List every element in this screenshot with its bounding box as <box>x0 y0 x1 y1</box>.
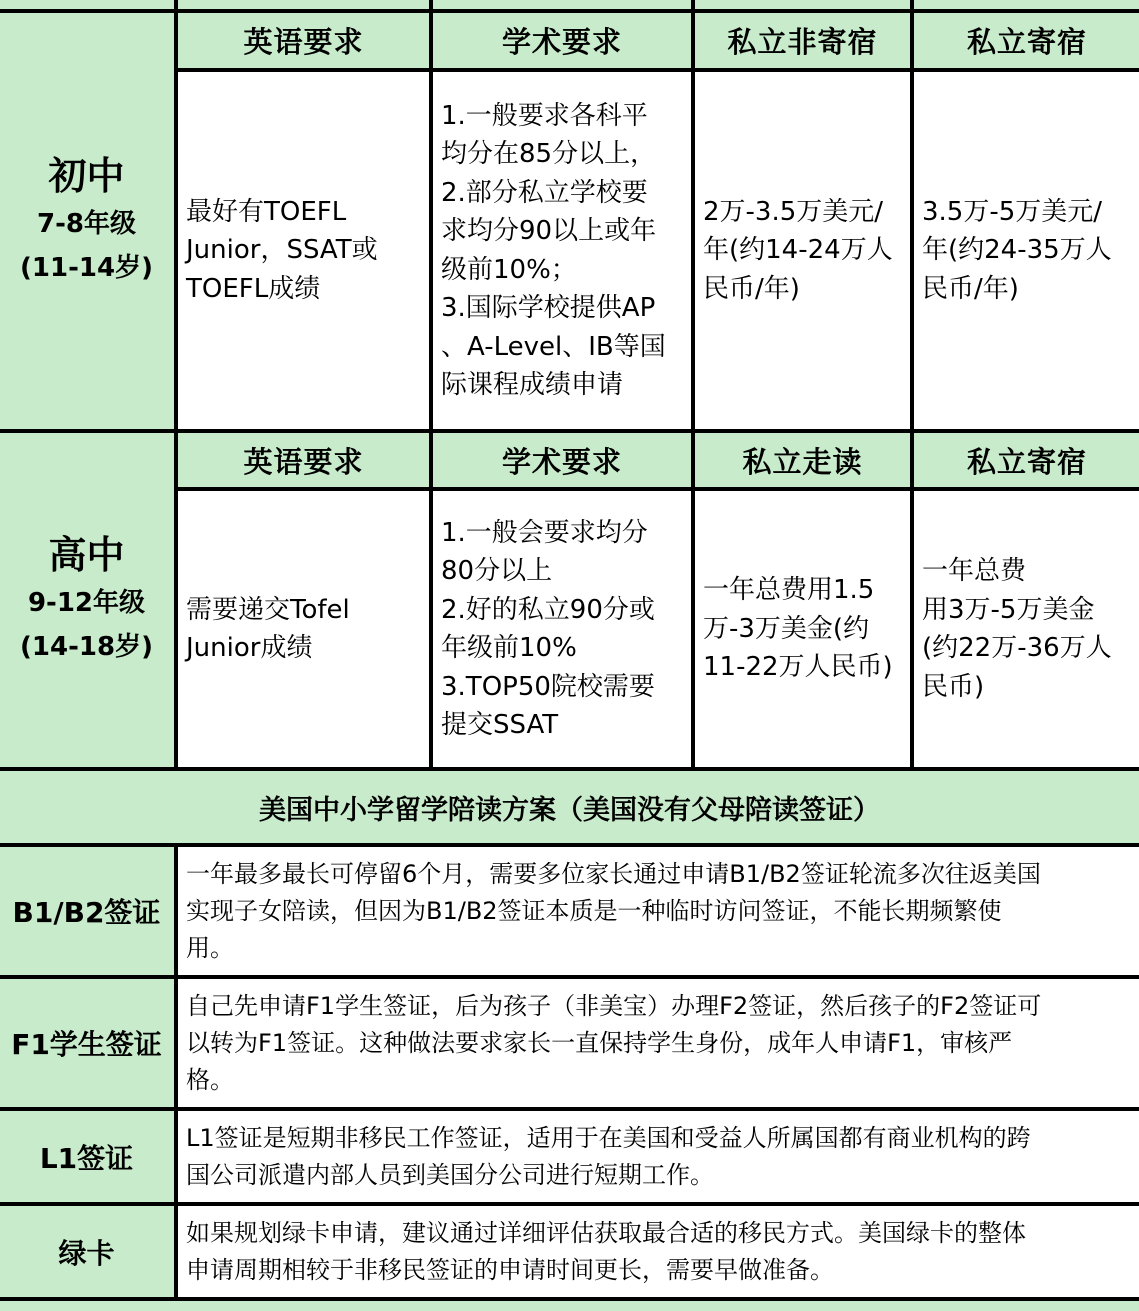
senior-academic-requirement <box>431 489 693 769</box>
junior-level-name: 初中 <box>48 154 125 198</box>
senior-day-cost-text: 一年总费用1.5 万-3万美金(约 11-22万人民币) <box>703 575 893 683</box>
junior-academic-requirement <box>431 70 693 431</box>
junior-boarding-cost-text: 3.5万-5万美元/ 年(约24-35万人 民币/年) <box>922 196 1112 304</box>
visa-desc-l1-text: L1签证是短期非移民工作签证，适用于在美国和受益人所属国都有商业机构的跨 国公司派遣内部人员到美国分公司进行短期工作。 <box>186 1123 1031 1189</box>
junior-header-day: 私立非寄宿 <box>693 11 912 70</box>
visa-desc-green-card <box>176 1204 1139 1299</box>
junior-header-boarding: 私立寄宿 <box>912 11 1139 70</box>
junior-age: (11-14岁) <box>20 252 153 283</box>
visa-name-l1: L1签证 <box>0 1109 176 1204</box>
senior-day-cost <box>693 489 912 769</box>
senior-english-text: 需要递交Tofel Junior成绩 <box>186 594 350 663</box>
senior-boarding-cost <box>912 489 1139 769</box>
senior-english-requirement <box>176 489 431 769</box>
top-partial-row <box>912 0 1139 11</box>
senior-level-cell <box>0 431 176 769</box>
senior-academic-text: 1.一般会要求均分 80分以上 2.好的私立90分或 年级前10% 3.TOP50院校需要 提交SSAT <box>441 517 655 740</box>
junior-english-requirement <box>176 70 431 431</box>
junior-english-text: 最好有TOEFL Junior，SSAT或 TOEFL成绩 <box>186 196 378 304</box>
visa-name-green-card: 绿卡 <box>0 1204 176 1299</box>
visa-desc-f1-text: 自己先申请F1学生签证，后为孩子（非美宝）办理F2签证，然后孩子的F2签证可 以转为F1签证。这种做法要求家长一直保持学生身份，成年人申请F1，审核严 格。 <box>186 991 1042 1094</box>
visa-desc-green-card-text: 如果规划绿卡申请，建议通过详细评估获取最合适的移民方式。美国绿卡的整体 申请周期相较于非移民签证的申请时间更长，需要早做准备。 <box>186 1218 1026 1284</box>
visa-desc-b1b2-text: 一年最多最长可停留6个月，需要多位家长通过申请B1/B2签证轮流多次往返美国 实现子女陪读，但因为B1/B2签证本质是一种临时访问签证，不能长期频繁使 用。 <box>186 859 1041 962</box>
junior-header-english: 英语要求 <box>176 11 431 70</box>
senior-header-day: 私立走读 <box>693 431 912 489</box>
junior-day-cost <box>693 70 912 431</box>
junior-level-cell <box>0 11 176 431</box>
visa-name-b1b2: B1/B2签证 <box>0 845 176 977</box>
visa-desc-l1 <box>176 1109 1139 1204</box>
senior-header-english: 英语要求 <box>176 431 431 489</box>
junior-day-cost-text: 2万-3.5万美元/ 年(约14-24万人 民币/年) <box>703 196 893 304</box>
plan-title: 美国中小学留学陪读方案（美国没有父母陪读签证） <box>0 769 1139 845</box>
junior-academic-text: 1.一般要求各科平 均分在85分以上， 2.部分私立学校要 求均分90以上或年 级前10%； 3.国际学校提供AP 、A-Level、IB等国 际课程成绩申请 <box>441 100 666 400</box>
senior-level-name: 高中 <box>48 533 125 577</box>
top-partial-row <box>0 0 176 11</box>
senior-age: (14-18岁) <box>20 631 153 662</box>
top-partial-row <box>431 0 693 11</box>
visa-name-f1: F1学生签证 <box>0 977 176 1109</box>
visa-desc-b1b2 <box>176 845 1139 977</box>
visa-desc-f1 <box>176 977 1139 1109</box>
bottom-partial-row <box>0 1299 1139 1311</box>
junior-header-academic: 学术要求 <box>431 11 693 70</box>
junior-grade: 7-8年级 <box>37 208 136 239</box>
senior-header-boarding: 私立寄宿 <box>912 431 1139 489</box>
top-partial-row <box>693 0 912 11</box>
senior-boarding-cost-text: 一年总费 用3万-5万美金 (约22万-36万人 民币) <box>922 556 1112 702</box>
top-partial-row <box>176 0 431 11</box>
senior-grade: 9-12年级 <box>27 587 146 618</box>
senior-header-academic: 学术要求 <box>431 431 693 489</box>
junior-boarding-cost <box>912 70 1139 431</box>
